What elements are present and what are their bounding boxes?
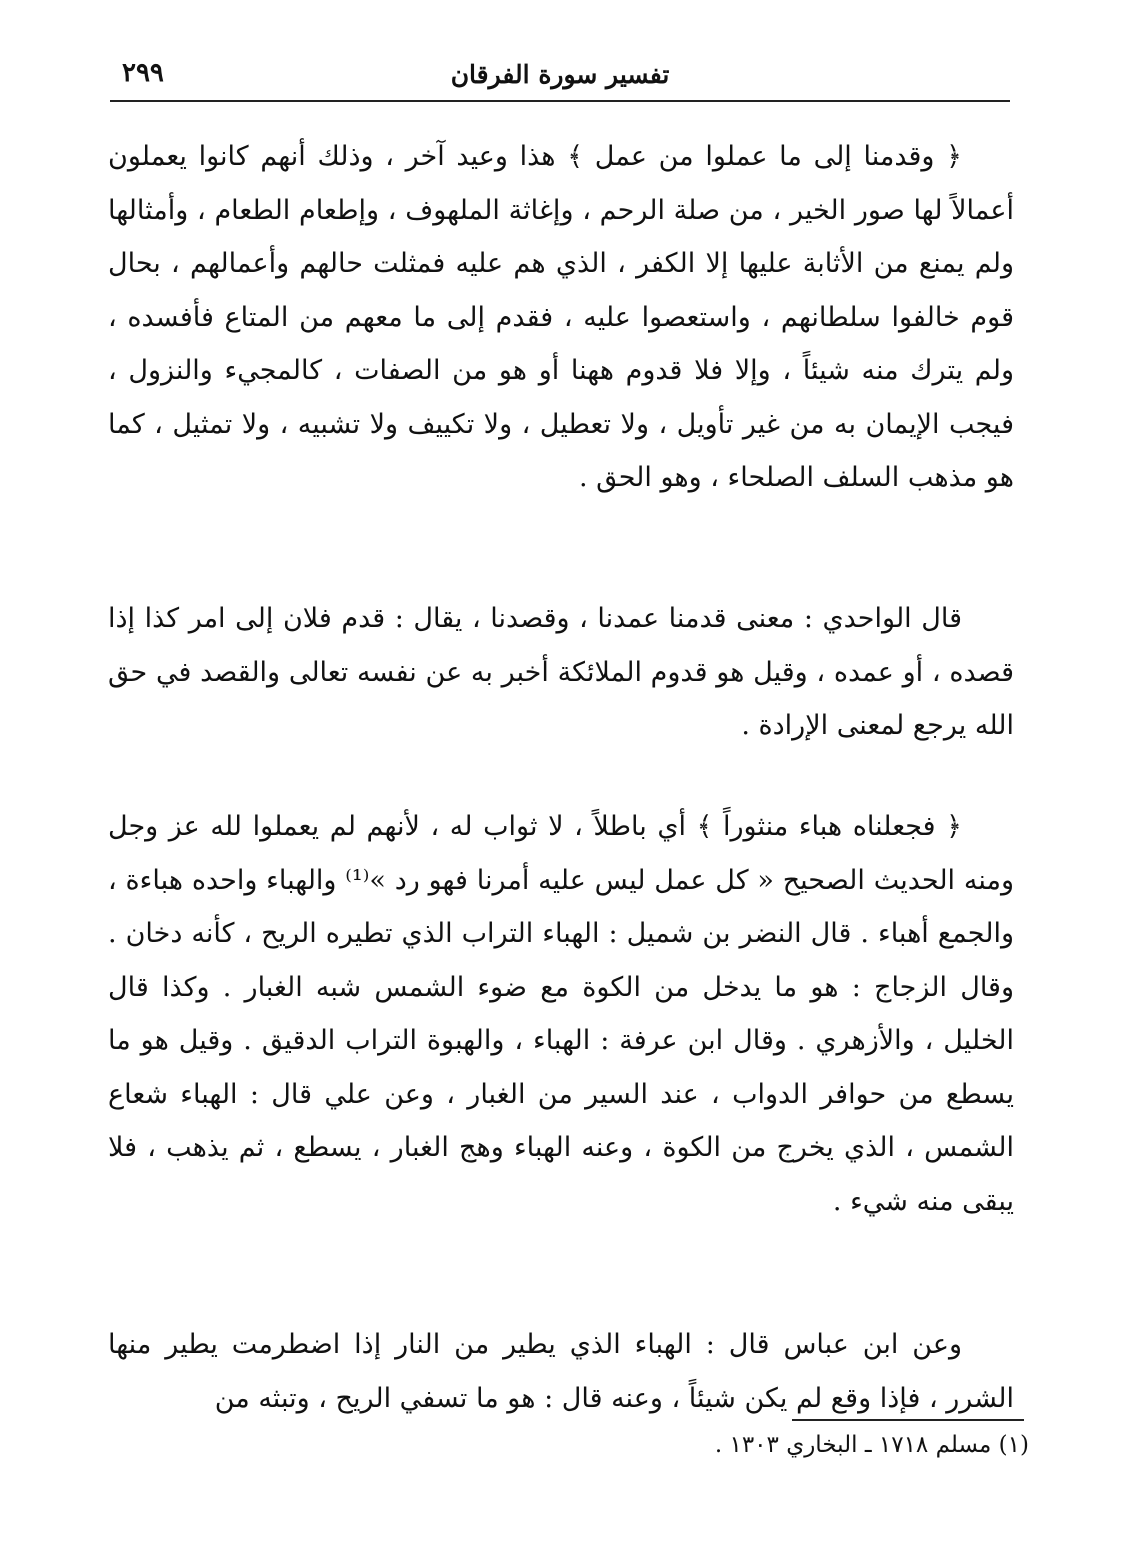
paragraph-3: [108, 800, 1014, 1228]
paragraph-1-text: ﴿ وقدمنا إلى ما عملوا من عمل ﴾ هذا وعيد آخر ، وذلك أنهم كانوا يعملون أعمالاً لها صور الخير ، من صلة الرحم ، وإغاثة الملهوف ، وإطعام الطعام ، وأمثالها ولم يمنع من الأثابة عليها إلا الكفر ، الذي هم عليه فمثلت حالهم وأعمالهم ، بحال قوم خالفوا سلطانهم ، واستعصوا عليه ، فقدم إلى ما معهم من المتاع فأفسده ، ولم يترك منه شيئاً ، وإلا فلا قدوم ههنا أو هو من الصفات ، كالمجيء والنزول ، فيجب الإيمان به من غير تأويل ، ولا تعطيل ، ولا تكييف ولا تشبيه ، ولا تمثيل ، كما هو مذهب السلف الصلحاء ، وهو الحق .: [108, 141, 1014, 493]
paragraph-1: [108, 130, 1014, 505]
paragraph-3-text: ﴿ فجعلناه هباء منثوراً ﴾ أي باطلاً ، لا ثواب له ، لأنهم لم يعملوا لله عز وجل ومنه الحديث الصحيح « كل عمل ليس عليه أمرنا فهو رد »⁽¹⁾ والهباء واحده هباءة ، والجمع أهباء . قال النضر بن شميل : الهباء التراب الذي تطيره الريح ، كأنه دخان . وقال الزجاج : هو ما يدخل من الكوة مع ضوء الشمس شبه الغبار . وكذا قال الخليل ، والأزهري . وقال ابن عرفة : الهباء ، والهبوة التراب الدقيق . وقيل هو ما يسطع من حوافر الدواب ، عند السير من الغبار ، وعن علي قال : الهباء شعاع الشمس ، الذي يخرج من الكوة ، وعنه الهباء وهج الغبار ، يسطع ، ثم يذهب ، فلا يبقى منه شيء .: [108, 811, 1014, 1217]
paragraph-2: [108, 592, 1014, 753]
paragraph-2-text: قال الواحدي : معنى قدمنا عمدنا ، وقصدنا ، يقال : قدم فلان إلى امر كذا إذا قصده ، أو عمده ، وقيل هو قدوم الملائكة أخبر به عن نفسه تعالى والقصد في حق الله يرجع لمعنى الإرادة .: [108, 603, 1014, 741]
footnote: (١) مسلم ١٧١٨ ـ البخاري ١٣٠٣ .: [714, 1432, 1029, 1458]
running-title: تفسير سورة الفرقان: [450, 60, 670, 89]
paragraph-4: [108, 1318, 1014, 1425]
footnote-separator: [792, 1419, 1024, 1421]
page-number: ٢٩٩: [122, 58, 164, 88]
paragraph-4-text: وعن ابن عباس قال : الهباء الذي يطير من النار إذا اضطرمت يطير منها الشرر ، فإذا وقع لم يكن شيئاً ، وعنه قال : هو ما تسفي الريح ، وتبثه من: [108, 1329, 1014, 1414]
page-header: [110, 50, 1010, 102]
